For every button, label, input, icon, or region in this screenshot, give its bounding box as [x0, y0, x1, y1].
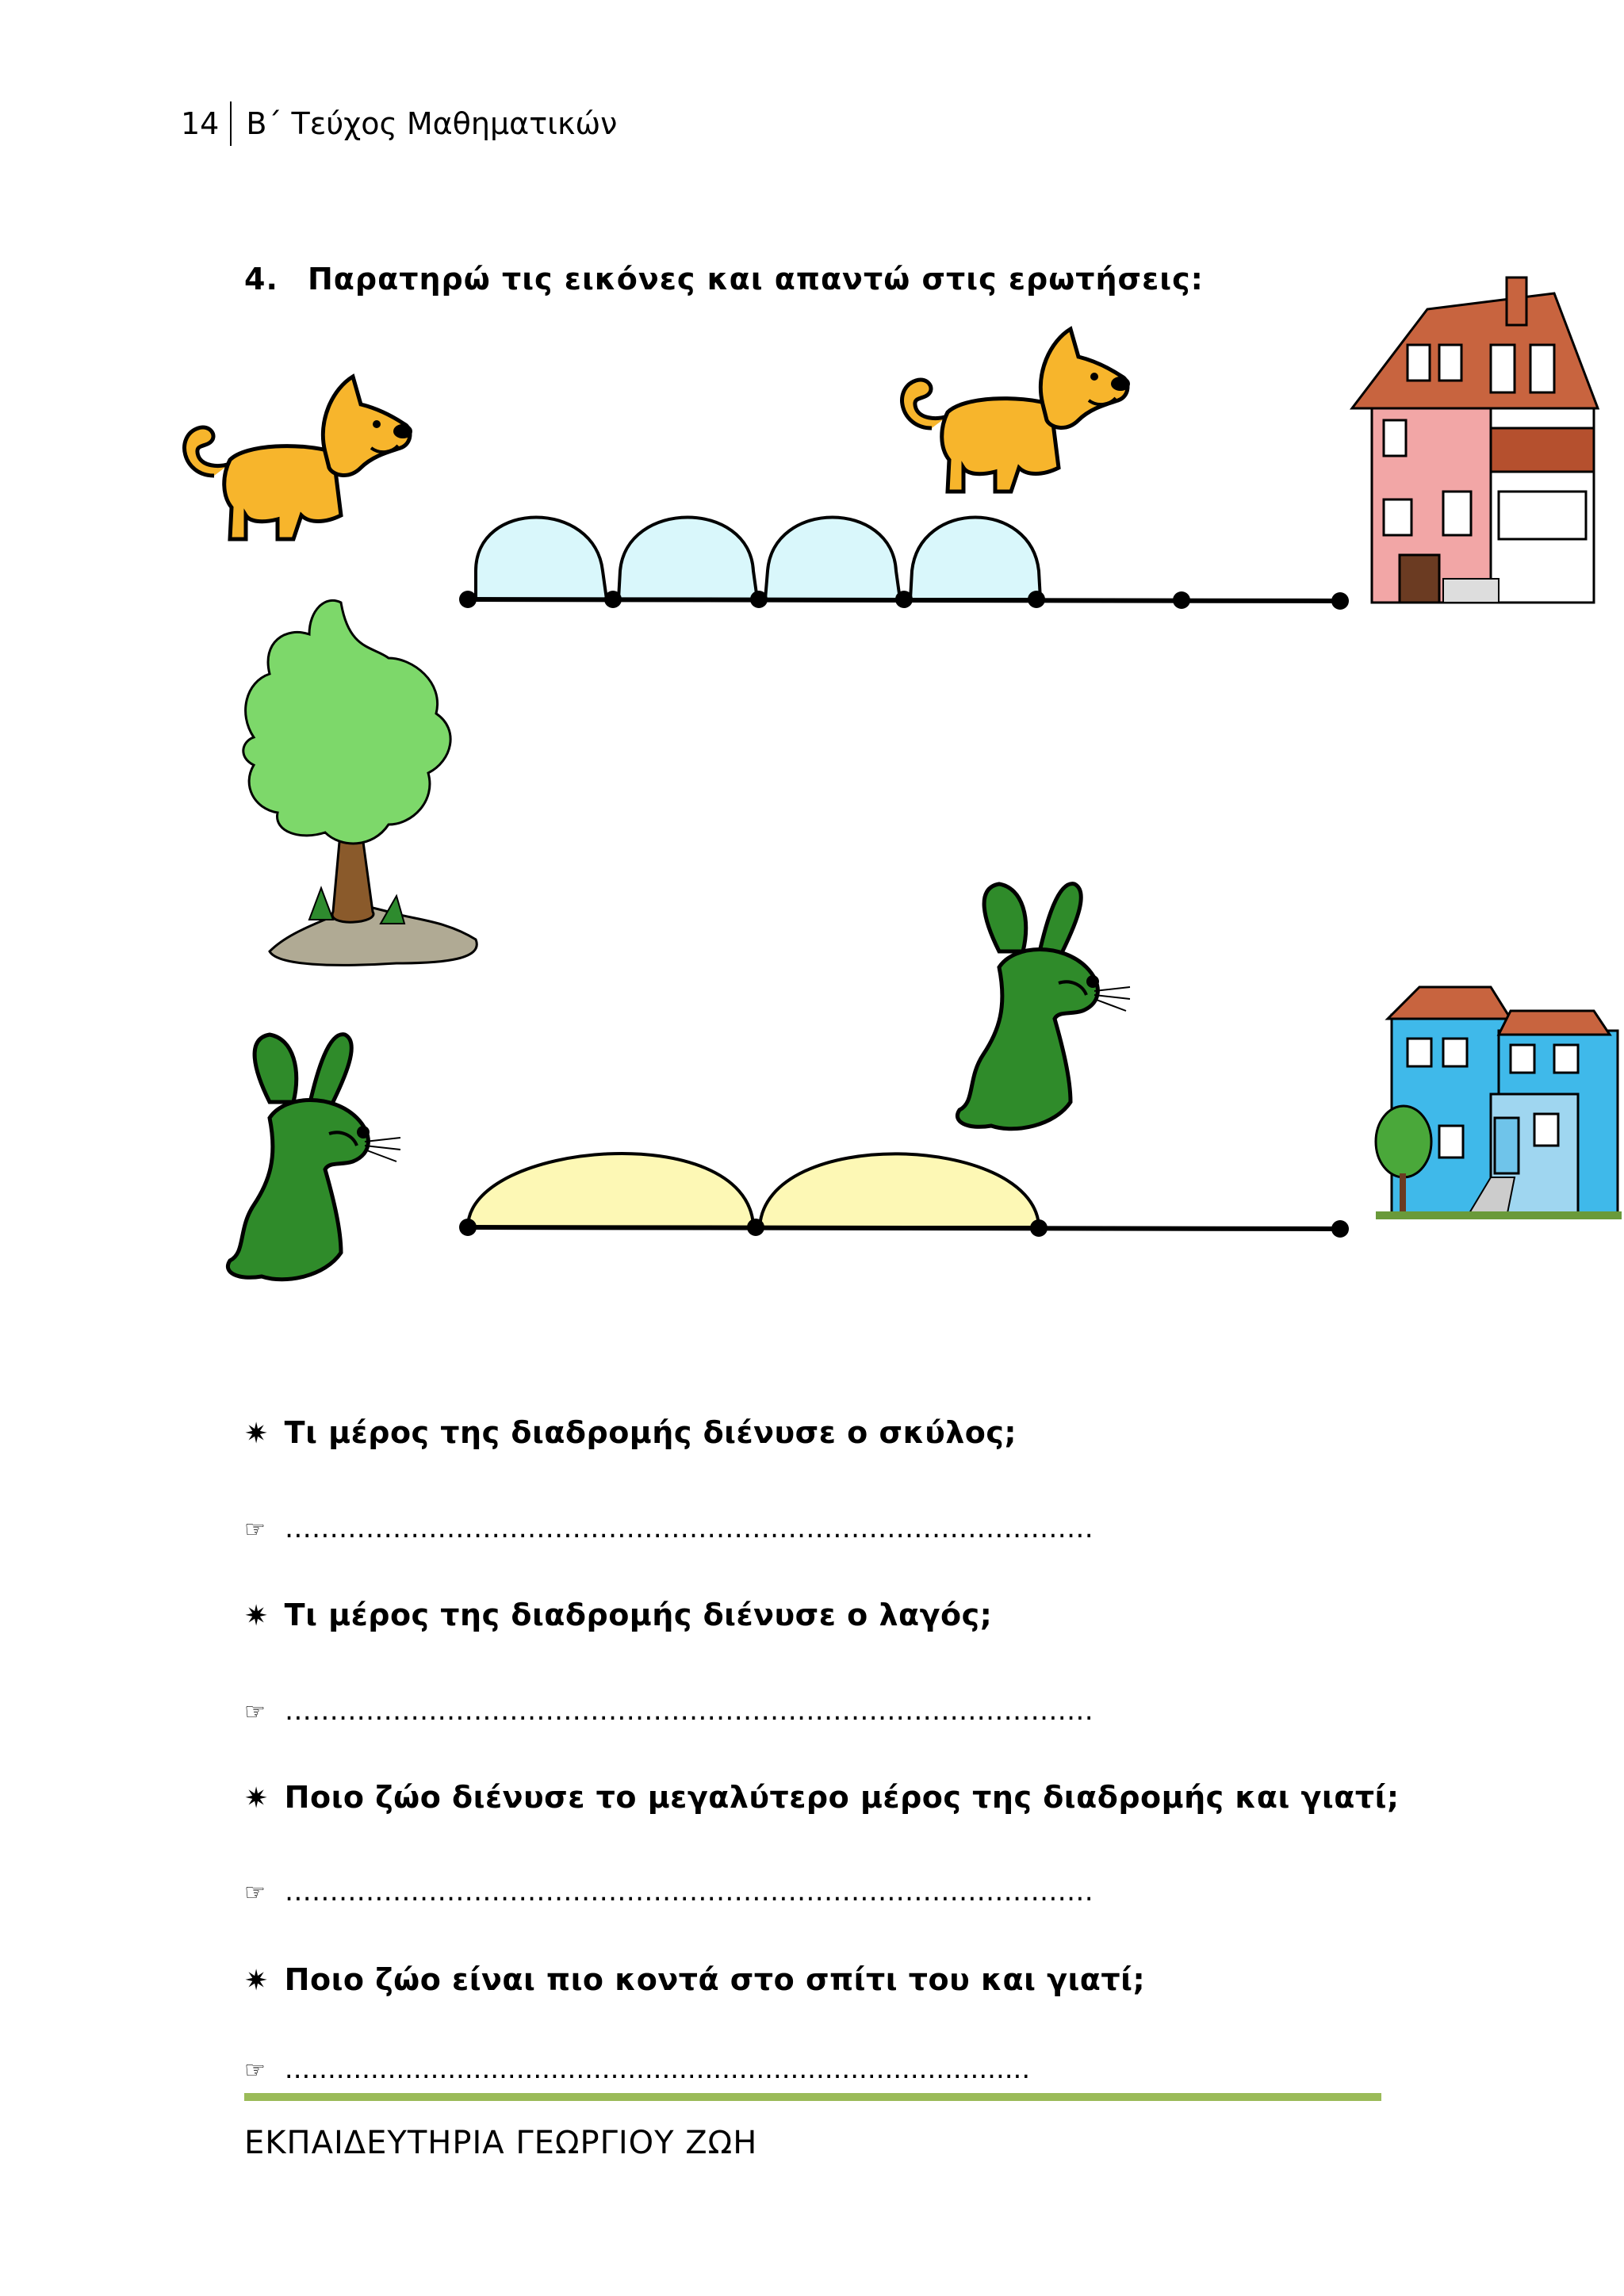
question-1 [244, 1415, 1017, 1450]
answer-dots[interactable]: ....................................................................................... [284, 2053, 1031, 2085]
question-2 [244, 1598, 992, 1632]
track-tick [1173, 591, 1190, 609]
rabbit-track-arcs [468, 1154, 1040, 1227]
page-number: 14 [181, 106, 220, 141]
answer-line-2[interactable] [244, 1695, 1094, 1727]
answer-dots[interactable]: ……………………………………………………………………………… [284, 1876, 1094, 1908]
answer-dots[interactable]: ……………………………………………………………………………… [284, 1695, 1094, 1727]
blue-house-icon [1376, 987, 1622, 1219]
track-tick [604, 591, 622, 608]
pointing-hand-icon: ☞ [244, 1698, 266, 1726]
footer-divider [244, 2093, 1381, 2101]
dog-jump-arc [765, 518, 900, 600]
header-title: Β΄ Τεύχος Μαθηματικών [246, 106, 618, 141]
track-tick [1028, 591, 1045, 608]
track-tick [747, 1219, 764, 1236]
pink-house-icon [1352, 277, 1598, 603]
dog-track-arcs [476, 518, 1040, 600]
pointing-hand-icon: ☞ [244, 2057, 266, 2084]
track-tick [1331, 592, 1349, 610]
exercise-text: Παρατηρώ τις εικόνες και απαντώ στις ερωτήσεις: [308, 262, 1204, 297]
pointing-hand-icon: ☞ [244, 1516, 266, 1544]
answer-line-3[interactable] [244, 1876, 1094, 1908]
track-tick [895, 591, 913, 608]
pointing-hand-icon: ☞ [244, 1879, 266, 1907]
question-3 [244, 1780, 1400, 1815]
dog-jump-arc [619, 518, 757, 600]
dog-moving-icon [902, 329, 1130, 492]
track-tick [750, 591, 768, 608]
question-text: Τι μέρος της διαδρομής διένυσε ο λαγός; [284, 1598, 993, 1632]
question-text: Ποιο ζώο είναι πιο κοντά στο σπίτι του και γιατί; [284, 1962, 1146, 1997]
question-4 [244, 1962, 1145, 1997]
rabbit-jump-arc [468, 1154, 755, 1227]
dog-jump-arc [476, 518, 607, 600]
tree-icon [243, 600, 477, 965]
star-bullet-icon: ✷ [244, 1600, 269, 1632]
question-text: Ποιο ζώο διένυσε το μεγαλύτερο μέρος της διαδρομής και γιατί; [284, 1780, 1400, 1815]
track-tick [1030, 1219, 1048, 1237]
exercise-number: 4. [244, 262, 278, 297]
rabbit-jump-arc [760, 1154, 1040, 1227]
rabbit-moving-icon [957, 884, 1130, 1129]
answer-dots[interactable]: ……………………………………………………………………………… [284, 1513, 1094, 1544]
answer-line-4[interactable] [244, 2053, 1030, 2085]
question-text: Τι μέρος της διαδρομής διένυσε ο σκύλος; [284, 1415, 1017, 1450]
track-tick [459, 1219, 477, 1236]
answer-line-1[interactable] [244, 1513, 1094, 1544]
star-bullet-icon: ✷ [244, 1782, 269, 1815]
track-tick [1331, 1220, 1349, 1238]
rabbit-start-icon [228, 1035, 400, 1280]
track-tick [459, 591, 477, 608]
star-bullet-icon: ✷ [244, 1418, 269, 1450]
footer-text: ΕΚΠΑΙΔΕΥΤΗΡΙΑ ΓΕΩΡΓΙΟΥ ΖΩΗ [244, 2125, 758, 2161]
dog-start-icon [185, 377, 412, 539]
dog-jump-arc [910, 518, 1040, 600]
star-bullet-icon: ✷ [244, 1965, 269, 1997]
